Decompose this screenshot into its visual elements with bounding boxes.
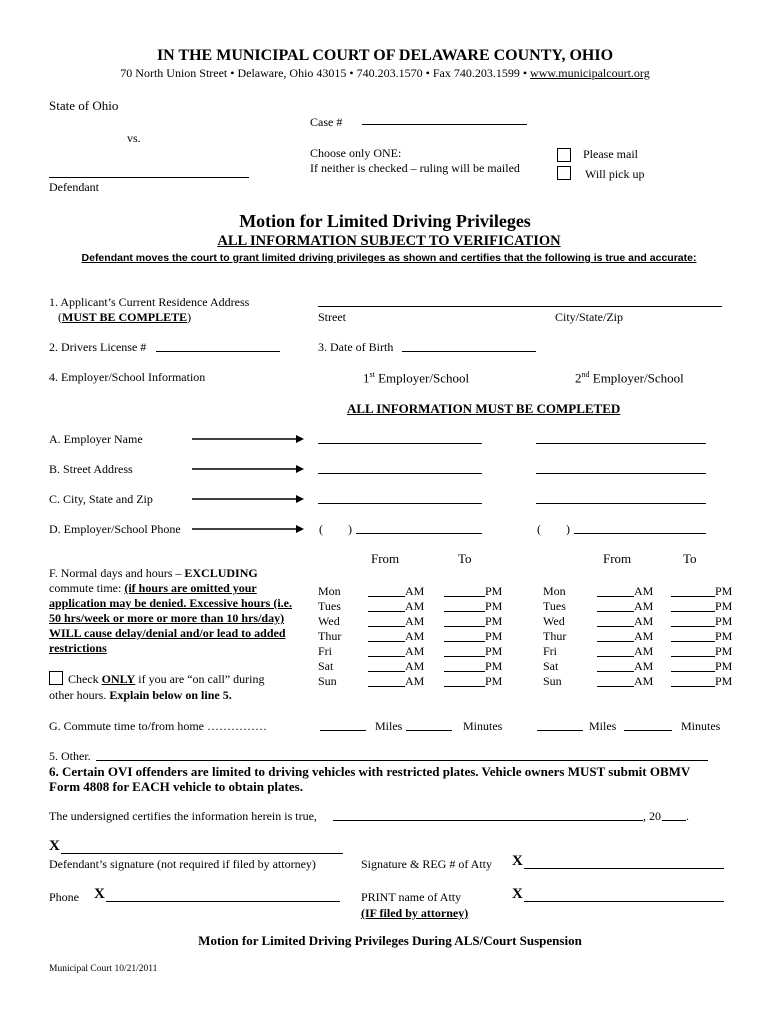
ovi-notice-line-2: Form 4808 for EACH vehicle to obtain plates. — [49, 779, 303, 794]
hours-from-line[interactable] — [597, 596, 634, 597]
first-employer-header — [363, 370, 469, 386]
am-label: AM — [405, 599, 425, 613]
check-line2b: Explain below on line 5. — [109, 688, 232, 702]
choose-note: If neither is checked – ruling will be mailed — [310, 161, 520, 175]
check-post: if you are “on call” during — [135, 672, 265, 686]
hours-to-line[interactable] — [671, 641, 715, 642]
am-label: AM — [405, 584, 425, 598]
phone2-close-paren: ) — [566, 522, 570, 536]
employer-name-label: A. Employer Name — [49, 432, 143, 446]
hours-from-line[interactable] — [597, 686, 634, 687]
employer-info-label: 4. Employer/School Information — [49, 370, 206, 384]
if-filed-note: (IF filed by attorney) — [361, 906, 469, 920]
hours-to-line[interactable] — [444, 611, 485, 612]
pm-label: PM — [715, 659, 733, 673]
check-only: ONLY — [101, 672, 136, 686]
am-label: AM — [405, 674, 425, 688]
day-label: Thur — [318, 629, 342, 643]
vs-label: vs. — [127, 131, 141, 145]
intro-statement: Defendant moves the court to grant limited driving privileges as shown and certifies that the following is true and accurate: — [81, 252, 697, 264]
f-warning-1: (if hours are omitted your — [124, 581, 257, 595]
day-label: Mon — [543, 584, 566, 598]
hours-from-line[interactable] — [368, 686, 405, 687]
commute2-miles-line[interactable] — [537, 730, 583, 731]
hours-to-line[interactable] — [444, 641, 485, 642]
hours-to-line[interactable] — [444, 626, 485, 627]
pm-label: PM — [485, 614, 503, 628]
on-call-label — [68, 672, 265, 687]
choose-only-one: Choose only ONE: — [310, 146, 402, 160]
am-label: AM — [634, 629, 654, 643]
phone1-open-paren: ( — [319, 522, 323, 536]
other-line[interactable] — [96, 760, 708, 761]
defendant-x-mark: X — [49, 838, 60, 854]
f-warning-3: 50 hrs/week or more or more than 10 hrs/day) — [49, 611, 285, 625]
hours-from-line[interactable] — [597, 656, 634, 657]
pm-label: PM — [715, 614, 733, 628]
other-label: 5. Other. — [49, 749, 91, 763]
day-label: Sun — [543, 674, 562, 688]
am-label: AM — [405, 614, 425, 628]
am-label: AM — [634, 674, 654, 688]
pm-label: PM — [715, 599, 733, 613]
day-label: Thur — [543, 629, 567, 643]
pm-label: PM — [485, 659, 503, 673]
hours-from-line[interactable] — [368, 596, 405, 597]
drivers-license-label: 2. Drivers License # — [49, 340, 147, 354]
defendant-signature-line[interactable] — [61, 853, 343, 854]
f-label: F. Normal days and hours – — [49, 566, 185, 580]
court-title: IN THE MUNICIPAL COURT OF DELAWARE COUNTY, OHIO — [156, 47, 614, 64]
hours-from-line[interactable] — [368, 656, 405, 657]
pm-label: PM — [715, 674, 733, 688]
print-name-label: PRINT name of Atty — [361, 890, 462, 904]
employer2-name-line[interactable] — [536, 443, 706, 444]
residence-address-line[interactable] — [318, 306, 722, 307]
hours-to-line[interactable] — [444, 656, 485, 657]
employer1-name-line[interactable] — [318, 443, 482, 444]
print-name-line[interactable] — [524, 901, 724, 902]
am-label: AM — [634, 584, 654, 598]
first-sup: st — [369, 370, 375, 379]
hours-to-line[interactable] — [444, 671, 485, 672]
hours-from-line[interactable] — [368, 641, 405, 642]
am-label: AM — [634, 659, 654, 673]
hours-to-line[interactable] — [671, 596, 715, 597]
f-excluding: EXCLUDING — [184, 566, 258, 580]
employer2-phone-line[interactable] — [574, 533, 706, 534]
attorney-signature-label: Signature & REG # of Atty — [361, 857, 492, 871]
all-info-notice: ALL INFORMATION MUST BE COMPLETED — [347, 401, 621, 416]
am-label: AM — [405, 659, 425, 673]
certify-year-line[interactable] — [662, 820, 686, 821]
street-caption: Street — [318, 310, 346, 324]
hours-to-line[interactable] — [671, 656, 715, 657]
phone-x-mark: X — [94, 886, 105, 902]
f-warning-5: restrictions — [49, 641, 107, 655]
employer1-city-line[interactable] — [318, 503, 482, 504]
am-label: AM — [634, 614, 654, 628]
phone-label: Phone — [49, 890, 79, 904]
day-label: Wed — [543, 614, 565, 628]
am-label: AM — [405, 644, 425, 658]
hours-from-line[interactable] — [368, 671, 405, 672]
attorney-signature-line[interactable] — [524, 868, 724, 869]
hours-from-line[interactable] — [597, 611, 634, 612]
hours-from-line[interactable] — [597, 671, 634, 672]
drivers-license-line[interactable] — [156, 351, 280, 352]
day-label: Sun — [318, 674, 337, 688]
case-label: Case # — [310, 115, 343, 129]
pm-label: PM — [485, 674, 503, 688]
pm-label: PM — [485, 644, 503, 658]
from-header-1: From — [371, 551, 400, 566]
employer-phone-label: D. Employer/School Phone — [49, 522, 181, 536]
am-label: AM — [634, 599, 654, 613]
first-text: Employer/School — [374, 370, 470, 386]
hours-to-line[interactable] — [444, 686, 485, 687]
second-sup: nd — [581, 370, 590, 379]
check-line2a: other hours. — [49, 688, 110, 702]
employer2-street-line[interactable] — [536, 473, 706, 474]
must-be-complete-note — [58, 310, 191, 325]
case-number-line[interactable] — [362, 124, 527, 125]
please-mail-checkbox[interactable] — [557, 148, 571, 162]
print-x-mark: X — [512, 886, 523, 902]
must-close: ) — [187, 310, 192, 324]
commute2-miles-label: Miles — [589, 719, 617, 733]
address-text: 70 North Union Street • Delaware, Ohio 43015 • 740.203.1570 • Fax 740.203.1599 • — [120, 66, 531, 80]
must-open: ( — [58, 310, 62, 324]
street-address-label: B. Street Address — [49, 462, 133, 476]
commute1-minutes-line[interactable] — [406, 730, 452, 731]
hours-to-line[interactable] — [671, 626, 715, 627]
arrow-right-icon — [192, 524, 304, 534]
phone1-close-paren: ) — [348, 522, 352, 536]
on-call-checkbox[interactable] — [49, 671, 63, 685]
defendant-signature-label: Defendant’s signature (not required if filed by attorney) — [49, 857, 316, 871]
certify-date-line[interactable] — [333, 820, 643, 821]
hours-line-2 — [49, 581, 292, 596]
pm-label: PM — [485, 629, 503, 643]
day-label: Sat — [543, 659, 559, 673]
normal-hours-label — [49, 566, 292, 656]
to-header-2: To — [683, 551, 697, 566]
employer2-city-line[interactable] — [536, 503, 706, 504]
defendant-name-line[interactable] — [49, 177, 249, 178]
motion-title: Motion for Limited Driving Privileges — [239, 211, 531, 231]
hours-line-1 — [49, 566, 292, 581]
commute2-minutes-line[interactable] — [624, 730, 672, 731]
hours-from-line[interactable] — [368, 626, 405, 627]
form-id: Municipal Court 10/21/2011 — [49, 964, 158, 974]
please-mail-label: Please mail — [583, 147, 638, 161]
date-of-birth-label: 3. Date of Birth — [318, 340, 394, 354]
arrow-right-icon — [192, 494, 304, 504]
will-pick-up-label: Will pick up — [585, 167, 645, 181]
commute1-miles-label: Miles — [375, 719, 403, 733]
must-text: MUST BE COMPLETE — [62, 310, 188, 324]
footer-title: Motion for Limited Driving Privileges During ALS/Court Suspension — [198, 933, 582, 948]
residence-address-label: 1. Applicant’s Current Residence Address — [49, 295, 250, 309]
from-header-2: From — [603, 551, 632, 566]
plaintiff-label: State of Ohio — [49, 98, 119, 113]
day-label: Wed — [318, 614, 340, 628]
first-num: 1 — [363, 370, 370, 386]
to-header-1: To — [458, 551, 472, 566]
commute-label: G. Commute time to/from home …………… — [49, 719, 267, 733]
second-employer-header — [575, 370, 684, 386]
certify-text: The undersigned certifies the information herein is true, — [49, 809, 317, 823]
am-label: AM — [634, 644, 654, 658]
attorney-x-mark: X — [512, 853, 523, 869]
am-label: AM — [405, 629, 425, 643]
verification-subtitle: ALL INFORMATION SUBJECT TO VERIFICATION — [217, 233, 561, 249]
hours-from-line[interactable] — [368, 611, 405, 612]
f-warning-4: WILL cause delay/denial and/or lead to added — [49, 626, 286, 640]
hours-to-line[interactable] — [444, 596, 485, 597]
arrow-right-icon — [192, 464, 304, 474]
second-text: Employer/School — [589, 370, 684, 386]
commute2-minutes-label: Minutes — [681, 719, 721, 733]
day-label: Tues — [543, 599, 566, 613]
ovi-notice-line-1: 6. Certain OVI offenders are limited to driving vehicles with restricted plates. Vehicle owners MUST submit OBMV — [49, 764, 691, 779]
day-label: Tues — [318, 599, 341, 613]
commute1-minutes-label: Minutes — [463, 719, 503, 733]
pm-label: PM — [715, 629, 733, 643]
hours-from-line[interactable] — [597, 626, 634, 627]
certify-year-prefix: , 20 — [643, 809, 661, 823]
hours-to-line[interactable] — [671, 671, 715, 672]
defendant-label: Defendant — [49, 180, 99, 194]
second-num: 2 — [575, 370, 582, 386]
pm-label: PM — [485, 599, 503, 613]
pm-label: PM — [715, 584, 733, 598]
day-label: Sat — [318, 659, 334, 673]
f-warning-2: application may be denied. Excessive hours (i.e. — [49, 596, 293, 610]
city-state-zip-caption: City/State/Zip — [555, 310, 623, 324]
will-pick-up-checkbox[interactable] — [557, 166, 571, 180]
commute1-miles-line[interactable] — [320, 730, 366, 731]
phone-line[interactable] — [106, 901, 340, 902]
day-label: Fri — [543, 644, 558, 658]
pm-label: PM — [715, 644, 733, 658]
employer1-street-line[interactable] — [318, 473, 482, 474]
certify-year-suffix: . — [686, 809, 689, 823]
phone2-open-paren: ( — [537, 522, 541, 536]
arrow-right-icon — [192, 434, 304, 444]
pm-label: PM — [485, 584, 503, 598]
on-call-explain — [49, 688, 232, 703]
day-label: Mon — [318, 584, 341, 598]
employer1-phone-line[interactable] — [356, 533, 482, 534]
hours-from-line[interactable] — [597, 641, 634, 642]
court-address — [0, 66, 770, 81]
hours-to-line[interactable] — [671, 611, 715, 612]
day-label: Fri — [318, 644, 333, 658]
hours-to-line[interactable] — [671, 686, 715, 687]
date-of-birth-line[interactable] — [402, 351, 536, 352]
check-pre: Check — [68, 672, 102, 686]
city-state-zip-label: C. City, State and Zip — [49, 492, 153, 506]
website-link[interactable]: www.municipalcourt.org — [530, 66, 650, 80]
f-commute: commute time: — [49, 581, 125, 595]
